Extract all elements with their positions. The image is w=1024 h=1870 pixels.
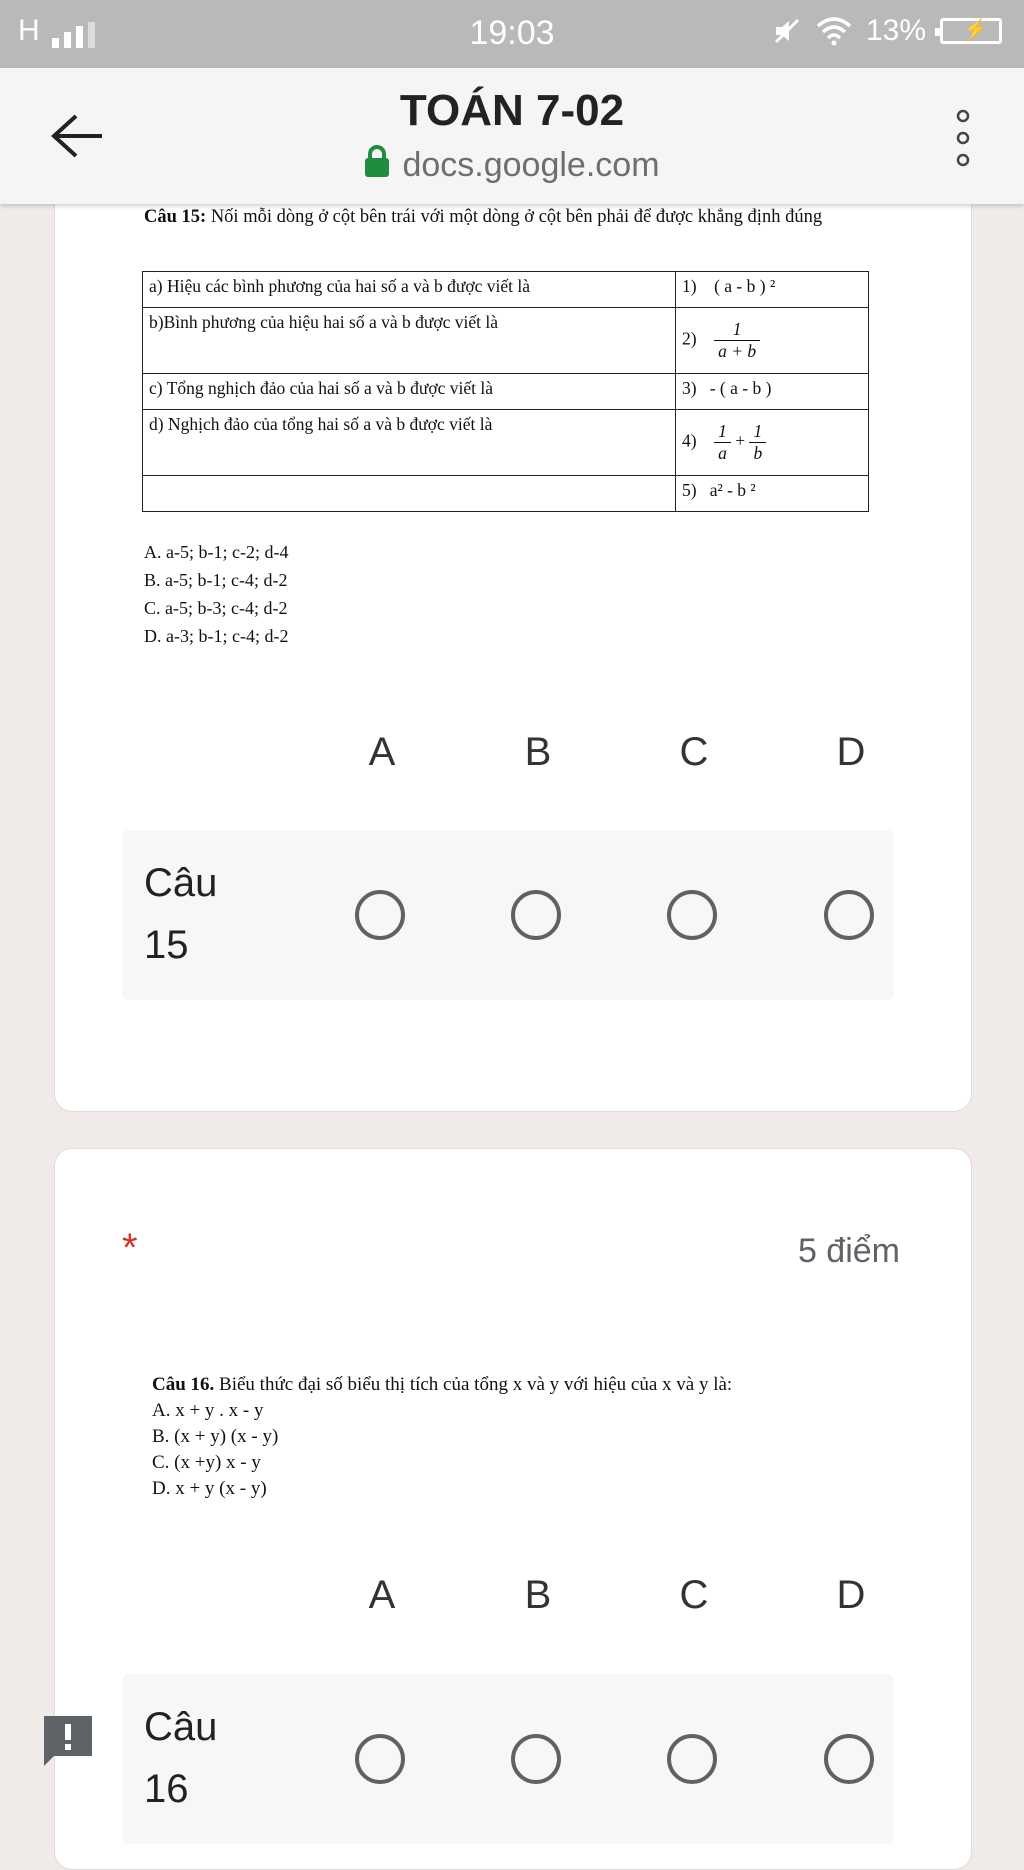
question-15-label: Câu 15: <box>144 207 207 227</box>
table-cell-right: 1) ( a - b ) ² <box>676 272 869 308</box>
table-cell-right: 3) - ( a - b ) <box>676 374 869 410</box>
wifi-icon <box>816 16 852 46</box>
radio-cau-16-a[interactable] <box>355 1734 405 1784</box>
table-cell-left: a) Hiệu các bình phương của hai số a và b được viết là <box>143 272 676 308</box>
error-indicator-icon <box>40 1712 96 1768</box>
question-15-options <box>144 538 288 650</box>
expression: a² - b ² <box>709 480 756 500</box>
column-header-c: C <box>679 730 709 774</box>
battery-charging-icon: ⚡ <box>940 18 1002 44</box>
expression: - ( a - b ) <box>709 378 772 398</box>
clock: 19:03 <box>469 14 555 52</box>
radio-cau-15-c[interactable] <box>667 890 717 940</box>
table-cell-right: 4) $\frac{1}{a}$ + $\frac{1}{b}$ <box>676 410 869 476</box>
column-header-b: B <box>524 730 552 774</box>
option-text: C. (x +y) x - y <box>152 1452 261 1473</box>
table-row <box>143 374 869 410</box>
radio-cau-16-b[interactable] <box>511 1734 561 1784</box>
column-header-b: B <box>524 1573 552 1617</box>
fraction: $\frac{1}{b}$ <box>749 421 766 464</box>
table-cell-left <box>143 476 676 512</box>
radio-cau-15-a[interactable] <box>355 890 405 940</box>
url-text: docs.google.com <box>402 146 660 184</box>
column-header-c: C <box>679 1573 709 1617</box>
table-row <box>143 410 869 476</box>
option-text: B. a-5; b-1; c-4; d-2 <box>144 570 288 590</box>
expression: ( a - b ) ² <box>714 276 776 296</box>
row-label: Câu 15 <box>144 861 218 967</box>
option-text: B. (x + y) (x - y) <box>152 1426 279 1447</box>
column-header-d: D <box>836 1573 866 1617</box>
question-16-label: Câu 16. <box>152 1374 215 1395</box>
option-text: A. x + y . x - y <box>152 1400 264 1421</box>
required-asterisk: * <box>122 1226 138 1270</box>
radio-cau-16-c[interactable] <box>667 1734 717 1784</box>
radio-cau-15-d[interactable] <box>824 890 874 940</box>
page-title: TOÁN 7-02 <box>399 86 625 135</box>
question-15-prompt: Nối mỗi dòng ở cột bên trái với một dòng ở cột bên phải để được khẳng định đúng <box>210 207 823 227</box>
radio-cau-15-b[interactable] <box>511 890 561 940</box>
table-cell-left: d) Nghịch đảo của tổng hai số a và b được viết là <box>143 410 676 476</box>
question-16-text <box>152 1372 872 1502</box>
option-text: D. a-3; b-1; c-4; d-2 <box>144 626 289 646</box>
battery-level: 13% <box>865 14 926 47</box>
option-text: A. a-5; b-1; c-2; d-4 <box>144 542 289 562</box>
grid-row-cau-16 <box>122 1674 894 1844</box>
question-15-text <box>144 204 864 230</box>
mute-icon <box>772 16 802 46</box>
grid-row-cau-15 <box>122 830 894 1000</box>
more-options-icon[interactable] <box>956 108 970 168</box>
table-cell-right: 2) $\frac{1}{a + b}$ <box>676 308 869 374</box>
option-text: D. x + y (x - y) <box>152 1478 267 1499</box>
row-label: Câu 16 <box>144 1705 218 1811</box>
column-header-a: A <box>368 1573 396 1617</box>
table-row <box>143 308 869 374</box>
fraction: $\frac{1}{a}$ <box>714 421 731 464</box>
column-header-d: D <box>836 730 866 774</box>
table-cell-right: 5) a² - b ² <box>676 476 869 512</box>
option-text: C. a-5; b-3; c-4; d-2 <box>144 598 288 618</box>
table-cell-left: c) Tổng nghịch đảo của hai số a và b được viết là <box>143 374 676 410</box>
table-cell-left: b)Bình phương của hiệu hai số a và b được viết là <box>143 308 676 374</box>
url-display <box>0 144 1024 185</box>
status-bar <box>0 0 1024 68</box>
network-type: H <box>18 14 40 47</box>
table-row <box>143 476 869 512</box>
matching-table <box>142 271 869 512</box>
radio-cau-16-d[interactable] <box>824 1734 874 1784</box>
question-16-prompt: Biểu thức đại số biểu thị tích của tổng x và y với hiệu của x và y là: <box>219 1374 733 1395</box>
lock-icon <box>364 144 390 178</box>
table-row <box>143 272 869 308</box>
status-icons <box>772 14 1002 48</box>
column-header-a: A <box>368 730 396 774</box>
app-bar <box>0 68 1024 204</box>
points-label: 5 điểm <box>797 1232 900 1270</box>
fraction: $\frac{1}{a + b}$ <box>714 319 760 362</box>
